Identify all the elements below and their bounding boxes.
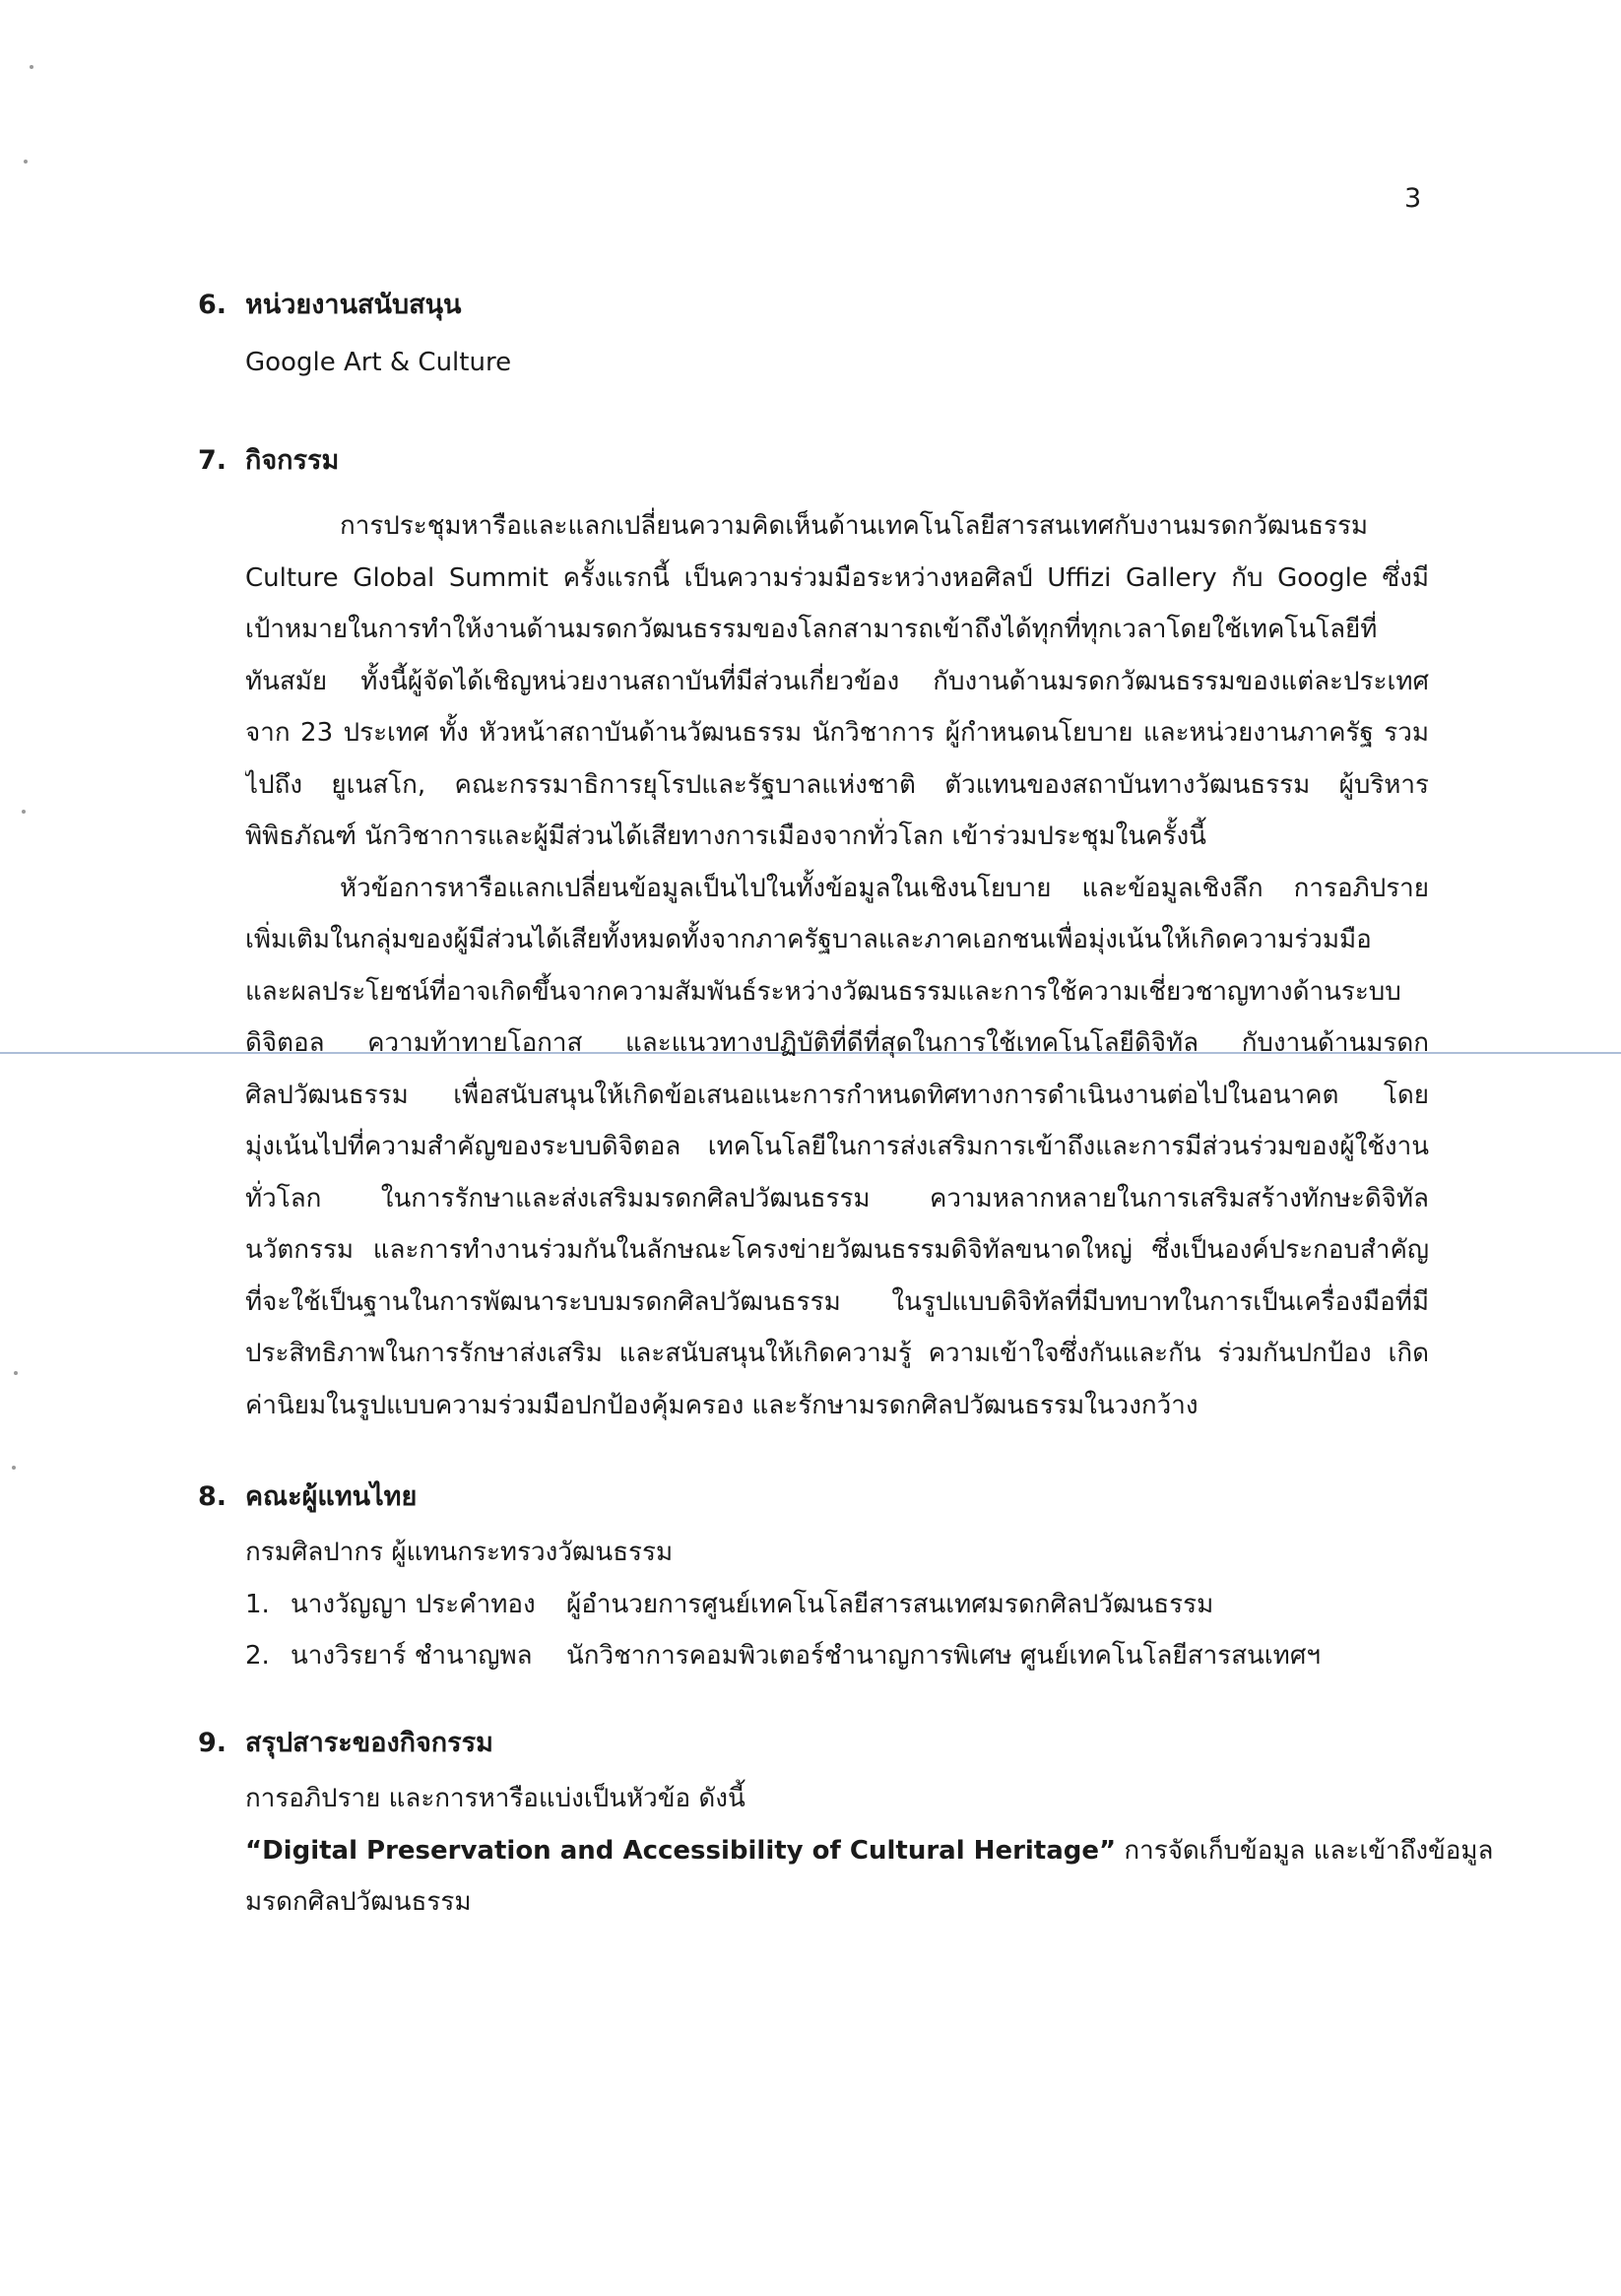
- paragraph-line: Culture Global Summit ครั้งแรกนี้ เป็นความร่วมมือระหว่างหอศิลป์ Uffizi Gallery กับ Google ซึ่งมี: [245, 562, 1429, 593]
- member-name: นางวัญญา ประคำทอง: [291, 1589, 536, 1619]
- paragraph-line: ศิลปวัฒนธรรม เพื่อสนับสนุนให้เกิดข้อเสนอแนะการกำหนดทิศทางการดำเนินงานต่อไปในอนาคต โดย: [245, 1080, 1429, 1110]
- delegation-body: [245, 1527, 1429, 1682]
- scan-artifact-dot: [14, 1371, 18, 1375]
- paragraph-line: จาก 23 ประเทศ ทั้ง หัวหน้าสถาบันด้านวัฒนธรรม นักวิชาการ ผู้กำหนดนโยบาย และหน่วยงานภาครัฐ รวม: [245, 718, 1429, 748]
- section-activity: [198, 441, 1429, 1431]
- scan-artifact-dot: [30, 65, 33, 69]
- member-role: ผู้อำนวยการศูนย์เทคโนโลยีสารสนเทศมรดกศิลปวัฒนธรรม: [566, 1589, 1214, 1619]
- paragraph-line: นวัตกรรม และการทำงานร่วมกันในลักษณะโครงข่ายวัฒนธรรมดิจิทัลขนาดใหญ่ ซึ่งเป็นองค์ประกอบสำคัญ: [245, 1235, 1429, 1265]
- list-item: [245, 1630, 1429, 1682]
- section-number: 7.: [198, 445, 227, 476]
- paragraph-line: ทั่วโลก ในการรักษาและส่งเสริมมรดกศิลปวัฒนธรรม ความหลากหลายในการเสริมสร้างทักษะดิจิทัล: [245, 1183, 1429, 1214]
- summary-topic-line: [245, 1825, 1494, 1877]
- section-body: [245, 337, 1429, 389]
- section-number: 9.: [198, 1728, 227, 1758]
- paragraph-line: หัวข้อการหารือแลกเปลี่ยนข้อมูลเป็นไปในทั้งข้อมูลในเชิงนโยบาย และข้อมูลเชิงลึก การอภิปราย: [340, 873, 1429, 903]
- section-number: 8.: [198, 1481, 227, 1512]
- paragraph-line: ค่านิยมในรูปแบบความร่วมมือปกป้องคุ้มครอง และรักษามรดกศิลปวัฒนธรรมในวงกว้าง: [245, 1390, 1199, 1420]
- section-heading: [198, 1477, 1429, 1517]
- summary-intro: การอภิปราย และการหารือแบ่งเป็นหัวข้อ ดังนี้: [245, 1784, 746, 1813]
- scan-artifact-dot: [22, 810, 26, 814]
- paragraph-line: ที่จะใช้เป็นฐานในการพัฒนาระบบมรดกศิลปวัฒนธรรม ในรูปแบบดิจิทัลที่มีบทบาทในการเป็นเครื่องมือที่มี: [245, 1286, 1429, 1317]
- list-item: [245, 1579, 1429, 1631]
- section-title: กิจกรรม: [245, 445, 340, 476]
- section-number: 6.: [198, 290, 227, 320]
- scan-artifact-dot: [24, 160, 28, 164]
- section-title: สรุปสาระของกิจกรรม: [245, 1728, 493, 1758]
- list-item-number: 2.: [245, 1641, 270, 1671]
- paragraph-line: พิพิธภัณฑ์ นักวิชาการและผู้มีส่วนได้เสียทางการเมืองจากทั่วโลก เข้าร่วมประชุมในครั้งนี้: [245, 821, 1206, 851]
- paragraph-line: มุ่งเน้นไปที่ความสำคัญของระบบดิจิตอล เทคโนโลยีในการส่งเสริมการเข้าถึงและการมีส่วนร่วมของผู้ใช้งาน: [245, 1132, 1429, 1161]
- paragraph-line: การประชุมหารือและแลกเปลี่ยนความคิดเห็นด้านเทคโนโลยีสารสนเทศกับงานมรดกวัฒนธรรม: [340, 511, 1369, 541]
- section-heading: [198, 1724, 1429, 1763]
- paragraph-line: เพิ่มเติมในกลุ่มของผู้มีส่วนได้เสียทั้งหมดทั้งจากภาครัฐบาลและภาคเอกชนเพื่อมุ่งเน้นให้เกิดความร่วมมือ: [245, 925, 1372, 954]
- paragraph-line: ทันสมัย ทั้งนี้ผู้จัดได้เชิญหน่วยงานสถาบันที่มีส่วนเกี่ยวข้อง กับงานด้านมรดกวัฒนธรรมของแต่ละประเทศ: [245, 666, 1429, 696]
- paragraph-line: ไปถึง ยูเนสโก, คณะกรรมาธิการยุโรปและรัฐบาลแห่งชาติ ตัวแทนของสถาบันทางวัฒนธรรม ผู้บริหาร: [245, 769, 1429, 800]
- section-title: คณะผู้แทนไทย: [245, 1481, 418, 1512]
- activity-paragraphs: [245, 500, 1429, 1431]
- list-item-number: 1.: [245, 1589, 270, 1619]
- page-number: 3: [1404, 183, 1422, 214]
- summary-body: [245, 1773, 1494, 1929]
- supporting-agency-name: Google Art & Culture: [245, 348, 512, 377]
- paragraph-line: และผลประโยชน์ที่อาจเกิดขึ้นจากความสัมพันธ์ระหว่างวัฒนธรรมและการใช้ความเชี่ยวชาญทางด้านระบบ: [245, 976, 1401, 1007]
- section-title: หน่วยงานสนับสนุน: [245, 290, 462, 320]
- paragraph-line: ประสิทธิภาพในการรักษาส่งเสริม และสนับสนุนให้เกิดความรู้ ความเข้าใจซึ่งกันและกัน ร่วมกันปกป้อง เกิด: [245, 1339, 1429, 1368]
- section-supporting-agency: [198, 286, 1429, 389]
- section-activity-summary: [198, 1724, 1494, 1929]
- paragraph-line: ดิจิตอล ความท้าทายโอกาส และแนวทางปฏิบัติที่ดีที่สุดในการใช้เทคโนโลยีดิจิทัล กับงานด้านมรดก: [245, 1028, 1429, 1058]
- topic-title-en: “Digital Preservation and Accessibility of Cultural Heritage”: [245, 1835, 1117, 1866]
- summary-topic-continuation: มรดกศิลปวัฒนธรรม: [245, 1887, 472, 1917]
- paragraph-line: เป้าหมายในการทำให้งานด้านมรดกวัฒนธรรมของโลกสามารถเข้าถึงได้ทุกที่ทุกเวลาโดยใช้เทคโนโลยีที่: [245, 615, 1378, 644]
- topic-title-th: การจัดเก็บข้อมูล และเข้าถึงข้อมูล: [1116, 1835, 1494, 1866]
- member-name: นางวิรยาร์ ชำนาญพล: [291, 1641, 533, 1671]
- section-heading: [198, 286, 1429, 325]
- section-heading: [198, 441, 1429, 481]
- section-thai-delegation: [198, 1477, 1429, 1682]
- delegation-intro: กรมศิลปากร ผู้แทนกระทรวงวัฒนธรรม: [245, 1538, 674, 1567]
- scan-artifact-dot: [12, 1466, 16, 1470]
- member-role: นักวิชาการคอมพิวเตอร์ชำนาญการพิเศษ ศูนย์เทคโนโลยีสารสนเทศฯ: [566, 1641, 1321, 1671]
